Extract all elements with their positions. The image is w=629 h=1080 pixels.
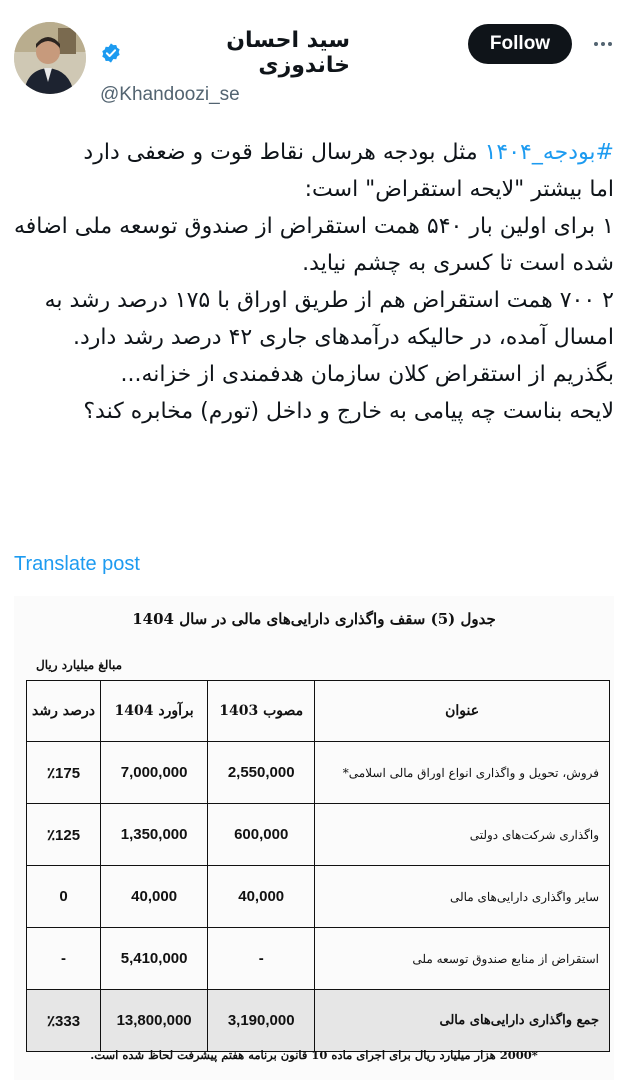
follow-button[interactable]: Follow — [468, 24, 572, 64]
total-title: جمع واگذاری دارایی‌های مالی — [315, 990, 610, 1052]
post-point-2: ۲ ۷۰۰ همت استقراض هم از طریق اوراق با ۱۷۵ درصد رشد به امسال آمده، در حالیکه درآمدهای جاری ۴۲ درصد رشد دارد. — [44, 288, 614, 350]
hashtag-link[interactable]: #بودجه_۱۴۰۴ — [484, 140, 614, 165]
cell-estimate-1404: 1,350,000 — [101, 804, 208, 866]
post-line-4: لایحه بناست چه پیامی به خارج و داخل (تورم) مخابره کند؟ — [83, 399, 614, 424]
cell-growth: - — [27, 928, 101, 990]
author-name-line — [100, 28, 350, 78]
table-row — [27, 804, 610, 866]
header-estimate-1404: برآورد 1404 — [101, 681, 208, 742]
table-header-row — [27, 681, 610, 742]
more-horizontal-icon[interactable] — [588, 32, 618, 56]
table-row — [27, 928, 610, 990]
cell-title: استقراض از منابع صندوق توسعه ملی — [315, 928, 610, 990]
post-line-2: اما بیشتر "لایحه استقراض" است: — [304, 177, 614, 202]
table-units: مبالغ میلیارد ریال — [36, 658, 123, 672]
table-row — [27, 742, 610, 804]
verified-badge-icon — [100, 42, 122, 64]
cell-title: فروش، تحویل و واگذاری انواع اوراق مالی اسلامی* — [315, 742, 610, 804]
cell-title: سایر واگذاری دارایی‌های مالی — [315, 866, 610, 928]
author-info — [100, 28, 350, 106]
budget-table — [26, 680, 610, 1052]
post-line-1 — [14, 134, 614, 171]
table-footnote: *2000 هزار میلیارد ریال برای اجرای ماده 10 قانون برنامه هفتم پیشرفت لحاظ شده است. — [90, 1048, 538, 1062]
table-title: جدول (5) سقف واگذاری دارایی‌های مالی در سال 1404 — [132, 610, 496, 628]
header-approved-1403: مصوب 1403 — [208, 681, 315, 742]
cell-approved-1403: 40,000 — [208, 866, 315, 928]
cell-growth: ٪175 — [27, 742, 101, 804]
cell-estimate-1404: 40,000 — [101, 866, 208, 928]
cell-growth: 0 — [27, 866, 101, 928]
cell-approved-1403: 600,000 — [208, 804, 315, 866]
avatar[interactable] — [14, 22, 86, 94]
cell-estimate-1404: 5,410,000 — [101, 928, 208, 990]
author-handle[interactable]: @Khandoozi_se — [100, 84, 240, 105]
total-growth: ٪333 — [27, 990, 101, 1052]
total-approved-1403: 3,190,000 — [208, 990, 315, 1052]
post-text — [14, 134, 614, 430]
table-row — [27, 866, 610, 928]
post-point-1: ۱ برای اولین بار ۵۴۰ همت استقراض از صندوق توسعه ملی اضافه شده است تا کسری به چشم نیاید. — [13, 214, 614, 276]
cell-approved-1403: - — [208, 928, 315, 990]
table-total-row — [27, 990, 610, 1052]
cell-growth: ٪125 — [27, 804, 101, 866]
header-title: عنوان — [315, 681, 610, 742]
header-growth: درصد رشد — [27, 681, 101, 742]
translate-post-link[interactable]: Translate post — [14, 553, 140, 575]
post-line-1-text: مثل بودجه هرسال نقاط قوت و ضعفی دارد — [83, 140, 485, 165]
attached-table-image[interactable] — [14, 596, 614, 1080]
cell-approved-1403: 2,550,000 — [208, 742, 315, 804]
author-display-name[interactable]: سید احسان خاندوزی — [226, 28, 350, 78]
cell-title: واگذاری شرکت‌های دولتی — [315, 804, 610, 866]
cell-estimate-1404: 7,000,000 — [101, 742, 208, 804]
post-line-3: بگذریم از استقراض کلان سازمان هدفمندی از خزانه... — [120, 362, 614, 387]
post-header — [0, 0, 629, 110]
total-estimate-1404: 13,800,000 — [101, 990, 208, 1052]
